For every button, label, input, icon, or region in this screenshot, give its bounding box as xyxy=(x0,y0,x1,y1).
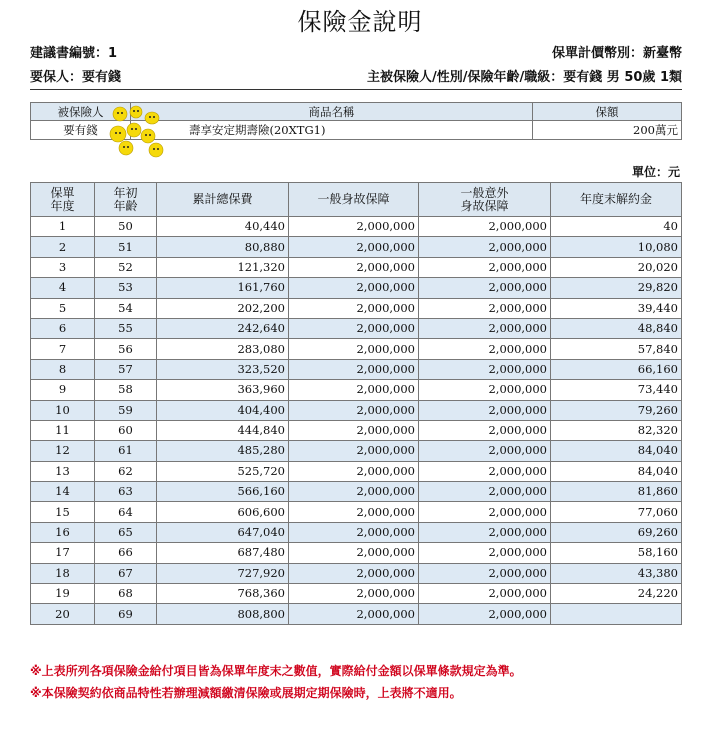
applicant-label: 要保人：要有錢 xyxy=(30,70,122,85)
cell-policy-year: 7 xyxy=(31,339,95,359)
cell-surrender-value: 69,260 xyxy=(551,522,682,542)
cell-death-benefit: 2,000,000 xyxy=(289,298,419,318)
cell-surrender-value: 24,220 xyxy=(551,584,682,604)
benefit-table-body xyxy=(31,217,682,625)
insured-info: 主被保險人/性別/保險年齡/職級：要有錢 男 50歲 1類 xyxy=(367,70,682,85)
cell-surrender-value: 20,020 xyxy=(551,257,682,277)
cell-age: 61 xyxy=(95,441,157,461)
cell-accident-benefit: 2,000,000 xyxy=(419,359,551,379)
cell-cumulative-premium: 80,880 xyxy=(157,237,289,257)
table-row xyxy=(31,237,682,257)
cell-death-benefit: 2,000,000 xyxy=(289,380,419,400)
cell-cumulative-premium: 323,520 xyxy=(157,359,289,379)
cell-age: 56 xyxy=(95,339,157,359)
cell-death-benefit: 2,000,000 xyxy=(289,502,419,522)
cell-accident-benefit: 2,000,000 xyxy=(419,298,551,318)
cell-accident-benefit: 2,000,000 xyxy=(419,441,551,461)
cell-policy-year: 20 xyxy=(31,604,95,624)
cell-policy-year: 18 xyxy=(31,563,95,583)
table-row xyxy=(31,257,682,277)
cell-cumulative-premium: 242,640 xyxy=(157,318,289,338)
cell-surrender-value: 82,320 xyxy=(551,420,682,440)
cell-death-benefit: 2,000,000 xyxy=(289,359,419,379)
cell-age: 55 xyxy=(95,318,157,338)
unit-label: 單位：元 xyxy=(631,165,680,179)
cell-surrender-value: 81,860 xyxy=(551,482,682,502)
cell-cumulative-premium: 687,480 xyxy=(157,543,289,563)
cell-policy-year: 3 xyxy=(31,257,95,277)
notes xyxy=(30,660,522,704)
table-row xyxy=(31,420,682,440)
cell-surrender-value: 10,080 xyxy=(551,237,682,257)
cell-cumulative-premium: 808,800 xyxy=(157,604,289,624)
cell-policy-year: 4 xyxy=(31,278,95,298)
cell-age: 64 xyxy=(95,502,157,522)
cell-death-benefit: 2,000,000 xyxy=(289,339,419,359)
cell-surrender-value: 84,040 xyxy=(551,461,682,481)
cell-age: 66 xyxy=(95,543,157,563)
cell-accident-benefit: 2,000,000 xyxy=(419,380,551,400)
page-title: 保險金說明 xyxy=(297,8,423,36)
cell-surrender-value: 39,440 xyxy=(551,298,682,318)
benefit-table xyxy=(30,182,682,625)
table-row xyxy=(31,522,682,542)
table-row xyxy=(31,584,682,604)
cell-cumulative-premium: 606,600 xyxy=(157,502,289,522)
cell-accident-benefit: 2,000,000 xyxy=(419,237,551,257)
header-death-benefit: 一般身故保障 xyxy=(289,183,419,217)
table-row xyxy=(31,400,682,420)
cell-surrender-value: 66,160 xyxy=(551,359,682,379)
product-insured: 要有錢 xyxy=(31,121,131,140)
product-name: 壽享安定期壽險(20XTG1) xyxy=(131,121,533,140)
table-row xyxy=(31,380,682,400)
table-row xyxy=(31,482,682,502)
header-row-1 xyxy=(30,42,682,61)
cell-cumulative-premium: 768,360 xyxy=(157,584,289,604)
cell-age: 63 xyxy=(95,482,157,502)
cell-policy-year: 10 xyxy=(31,400,95,420)
cell-cumulative-premium: 525,720 xyxy=(157,461,289,481)
cell-policy-year: 17 xyxy=(31,543,95,563)
cell-age: 58 xyxy=(95,380,157,400)
cell-policy-year: 2 xyxy=(31,237,95,257)
mascot-sticker-icon xyxy=(108,104,166,158)
cell-accident-benefit: 2,000,000 xyxy=(419,522,551,542)
cell-age: 60 xyxy=(95,420,157,440)
cell-policy-year: 15 xyxy=(31,502,95,522)
header-age: 年初 年齡 xyxy=(95,183,157,217)
cell-cumulative-premium: 566,160 xyxy=(157,482,289,502)
product-amount: 200萬元 xyxy=(533,121,682,140)
cell-surrender-value: 77,060 xyxy=(551,502,682,522)
table-row xyxy=(31,278,682,298)
table-row xyxy=(31,461,682,481)
cell-policy-year: 8 xyxy=(31,359,95,379)
cell-cumulative-premium: 40,440 xyxy=(157,217,289,237)
table-row xyxy=(31,318,682,338)
cell-death-benefit: 2,000,000 xyxy=(289,441,419,461)
note-2: ※本保險契約依商品特性若辦理減額繳清保險或展期定期保險時，上表將不適用。 xyxy=(30,686,462,700)
cell-death-benefit: 2,000,000 xyxy=(289,217,419,237)
cell-accident-benefit: 2,000,000 xyxy=(419,563,551,583)
cell-age: 68 xyxy=(95,584,157,604)
cell-death-benefit: 2,000,000 xyxy=(289,461,419,481)
cell-policy-year: 16 xyxy=(31,522,95,542)
cell-accident-benefit: 2,000,000 xyxy=(419,543,551,563)
cell-age: 59 xyxy=(95,400,157,420)
cell-cumulative-premium: 161,760 xyxy=(157,278,289,298)
header-accident-benefit: 一般意外 身故保障 xyxy=(419,183,551,217)
cell-surrender-value: 48,840 xyxy=(551,318,682,338)
cell-surrender-value: 29,820 xyxy=(551,278,682,298)
product-header-insured: 被保險人 xyxy=(31,103,131,121)
cell-age: 51 xyxy=(95,237,157,257)
cell-accident-benefit: 2,000,000 xyxy=(419,278,551,298)
table-row xyxy=(31,604,682,624)
cell-age: 69 xyxy=(95,604,157,624)
table-row xyxy=(31,359,682,379)
cell-age: 62 xyxy=(95,461,157,481)
cell-accident-benefit: 2,000,000 xyxy=(419,502,551,522)
cell-accident-benefit: 2,000,000 xyxy=(419,482,551,502)
cell-death-benefit: 2,000,000 xyxy=(289,400,419,420)
cell-accident-benefit: 2,000,000 xyxy=(419,584,551,604)
cell-cumulative-premium: 727,920 xyxy=(157,563,289,583)
cell-death-benefit: 2,000,000 xyxy=(289,482,419,502)
cell-accident-benefit: 2,000,000 xyxy=(419,318,551,338)
cell-cumulative-premium: 363,960 xyxy=(157,380,289,400)
product-header-name: 商品名稱 xyxy=(131,103,533,121)
cell-policy-year: 6 xyxy=(31,318,95,338)
cell-death-benefit: 2,000,000 xyxy=(289,604,419,624)
cell-death-benefit: 2,000,000 xyxy=(289,543,419,563)
cell-age: 52 xyxy=(95,257,157,277)
cell-age: 54 xyxy=(95,298,157,318)
cell-surrender-value: 58,160 xyxy=(551,543,682,563)
cell-death-benefit: 2,000,000 xyxy=(289,584,419,604)
cell-accident-benefit: 2,000,000 xyxy=(419,420,551,440)
cell-cumulative-premium: 283,080 xyxy=(157,339,289,359)
cell-death-benefit: 2,000,000 xyxy=(289,257,419,277)
header-cumulative-premium: 累計總保費 xyxy=(157,183,289,217)
cell-accident-benefit: 2,000,000 xyxy=(419,400,551,420)
cell-age: 50 xyxy=(95,217,157,237)
cell-policy-year: 13 xyxy=(31,461,95,481)
table-row xyxy=(31,441,682,461)
header-policy-year: 保單 年度 xyxy=(31,183,95,217)
cell-age: 57 xyxy=(95,359,157,379)
cell-age: 65 xyxy=(95,522,157,542)
cell-policy-year: 14 xyxy=(31,482,95,502)
cell-cumulative-premium: 647,040 xyxy=(157,522,289,542)
currency-label: 保單計價幣別：新臺幣 xyxy=(551,46,682,61)
table-row xyxy=(31,298,682,318)
cell-death-benefit: 2,000,000 xyxy=(289,420,419,440)
table-row xyxy=(31,563,682,583)
cell-age: 67 xyxy=(95,563,157,583)
cell-accident-benefit: 2,000,000 xyxy=(419,257,551,277)
header-row-2 xyxy=(30,66,682,90)
cell-cumulative-premium: 121,320 xyxy=(157,257,289,277)
cell-death-benefit: 2,000,000 xyxy=(289,278,419,298)
cell-death-benefit: 2,000,000 xyxy=(289,563,419,583)
cell-policy-year: 9 xyxy=(31,380,95,400)
cell-surrender-value: 73,440 xyxy=(551,380,682,400)
table-row xyxy=(31,502,682,522)
proposal-number: 建議書編號：1 xyxy=(30,46,118,61)
cell-surrender-value: 57,840 xyxy=(551,339,682,359)
cell-cumulative-premium: 202,200 xyxy=(157,298,289,318)
table-row xyxy=(31,217,682,237)
cell-policy-year: 1 xyxy=(31,217,95,237)
cell-surrender-value: 43,380 xyxy=(551,563,682,583)
cell-accident-benefit: 2,000,000 xyxy=(419,604,551,624)
table-row xyxy=(31,339,682,359)
cell-cumulative-premium: 485,280 xyxy=(157,441,289,461)
product-header-amount: 保額 xyxy=(533,103,682,121)
cell-accident-benefit: 2,000,000 xyxy=(419,339,551,359)
cell-death-benefit: 2,000,000 xyxy=(289,318,419,338)
cell-death-benefit: 2,000,000 xyxy=(289,522,419,542)
header-surrender-value: 年度末解約金 xyxy=(551,183,682,217)
table-row xyxy=(31,543,682,563)
note-1: ※上表所列各項保險金給付項目皆為保單年度末之數值，實際給付金額以保單條款規定為準。 xyxy=(30,664,522,678)
cell-death-benefit: 2,000,000 xyxy=(289,237,419,257)
cell-policy-year: 19 xyxy=(31,584,95,604)
cell-surrender-value: 40 xyxy=(551,217,682,237)
cell-cumulative-premium: 444,840 xyxy=(157,420,289,440)
cell-policy-year: 11 xyxy=(31,420,95,440)
cell-policy-year: 5 xyxy=(31,298,95,318)
cell-cumulative-premium: 404,400 xyxy=(157,400,289,420)
cell-accident-benefit: 2,000,000 xyxy=(419,461,551,481)
cell-accident-benefit: 2,000,000 xyxy=(419,217,551,237)
cell-policy-year: 12 xyxy=(31,441,95,461)
cell-surrender-value: 79,260 xyxy=(551,400,682,420)
cell-surrender-value xyxy=(551,604,682,624)
cell-surrender-value: 84,040 xyxy=(551,441,682,461)
cell-age: 53 xyxy=(95,278,157,298)
